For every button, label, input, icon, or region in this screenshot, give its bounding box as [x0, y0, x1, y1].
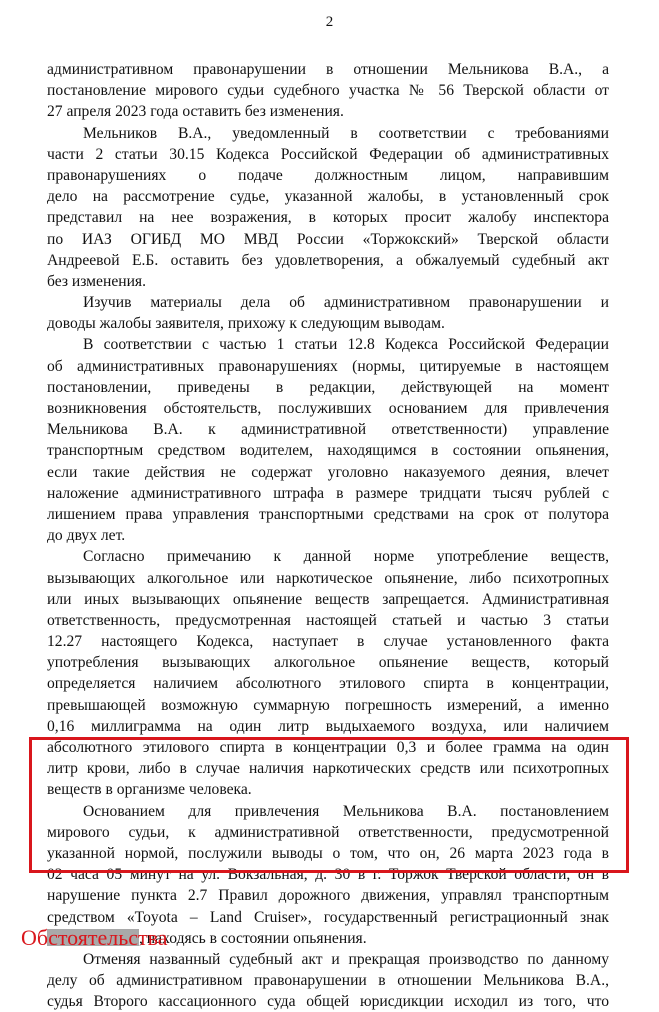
text-line: делу об административном правонарушении в отношении Мельникова В.А., [47, 972, 609, 990]
text-line: если такие действия не содержат уголовно наказуемого деяния, влечет [47, 463, 609, 481]
text-line: до двух лет. [47, 527, 126, 545]
text-line: литр крови, либо в случае наличия наркотических средств или психотропных [47, 760, 609, 778]
text-line: Мельникова В.А. к административной ответственности) управление [47, 421, 609, 439]
text-line: постановлении, приведены в редакции, действующей на момент [47, 378, 609, 396]
highlight-box [29, 737, 629, 873]
text-line: Андреевой Е.Б. оставить без удовлетворения, а обжалуемый судебный акт [47, 251, 609, 269]
text-line: дело на рассмотрение судье, указанной жалобы, в установленный срок [47, 188, 609, 206]
caption-label: Обстоятельства [21, 925, 168, 950]
text-line: указанной нормой, послужили выводы о том, что он, 26 марта 2023 года в [47, 844, 609, 862]
text-line: постановление мирового судьи судебного участка № 56 Тверской области от [47, 82, 609, 100]
text-line: Согласно примечанию к данной норме употребление веществ, [83, 548, 609, 566]
text-line: Изучив материалы дела об административном правонарушении и [83, 294, 609, 312]
paragraph [47, 59, 609, 123]
text-line: части 2 статьи 30.15 Кодекса Российской Федерации об административных [47, 145, 609, 163]
text-line: судья Второго кассационного суда общей юрисдикции исходил из того, что [47, 993, 609, 1011]
paragraph [47, 123, 609, 293]
text-line: правонарушениях о подаче должностным лицом, направившим [47, 166, 609, 184]
text-line: возникновения обстоятельств, послуживших основанием для привлечения [47, 400, 609, 417]
text-line: наложение административного штрафа в размере тридцати тысяч рублей с [47, 484, 609, 502]
text-line: мирового судьи, к административной ответственности, предусмотренной [47, 823, 609, 841]
text-line: лишением права управления транспортными средствами на срок от полутора [47, 505, 609, 523]
text-line: веществ в организме человека. [47, 781, 252, 799]
page-number: 2 [325, 14, 334, 30]
text-line: нарушение пункта 2.7 Правил дорожного движения, управлял транспортным [47, 887, 609, 905]
text-line: В соответствии с частью 1 статьи 12.8 Кодекса Российской Федерации [83, 336, 609, 354]
text-line: определяется наличием абсолютного этилового спирта в концентрации, [47, 675, 609, 693]
text-line: превышающей возможную суммарную погрешность измерений, а именно [47, 696, 609, 714]
text-line: 0,16 миллиграмма на один литр выдыхаемого воздуха, или наличием [47, 717, 609, 735]
text-line: транспортным средством водителем, находящимся в состоянии опьянения, [47, 442, 609, 460]
paragraph [47, 292, 609, 334]
text-line: без изменения. [47, 272, 146, 290]
text-line: 27 апреля 2023 года оставить без изменения. [47, 103, 344, 121]
text-line: об административных правонарушениях (нормы, цитируемые в настоящем [47, 357, 609, 375]
text-line: 02 часа 05 минут на ул. Вокзальная, д. 30 в г. Торжок Тверской области, он в [47, 866, 609, 884]
text-line: административном правонарушении в отношении Мельникова В.А., а [47, 61, 609, 78]
text-line: абсолютного этилового спирта в концентрации 0,3 и более грамма на один [47, 739, 609, 756]
text-line: средством «Toyota – Land Cruiser», государственный регистрационный знак [47, 908, 609, 926]
text-line: представил на нее возражения, в которых просит жалобу инспектора [47, 209, 609, 227]
paragraph [47, 334, 609, 546]
text-line: Основанием для привлечения Мельникова В.А. постановлением [83, 802, 609, 820]
text-line: Мельников В.А., уведомленный в соответствии с требованиями [83, 124, 609, 142]
paragraph [47, 949, 609, 1012]
text-line: Отменяя названный судебный акт и прекращая производство по данному [83, 950, 609, 968]
text-line: ответственность, предусмотренная настоящей статьей и частью 3 статьи [47, 611, 609, 629]
text-line: употребления вызывающих алкогольное опьянение веществ, который [47, 654, 609, 672]
text-line: или иных вызывающих опьянение веществ запрещается. Административная [47, 590, 609, 608]
text-line: по ИАЗ ОГИБД МО МВД России «Торжокский» Тверской области [47, 230, 609, 248]
text-line: доводы жалобы заявителя, прихожу к следующим выводам. [47, 315, 445, 333]
text-line: 12.27 настоящего Кодекса, наступает в случае установленного факта [47, 633, 609, 651]
text-fragment: , находясь в состоянии опьянения. [139, 929, 367, 947]
text-line: вызывающих алкогольное или наркотическое опьянение, либо психотропных [47, 569, 609, 587]
